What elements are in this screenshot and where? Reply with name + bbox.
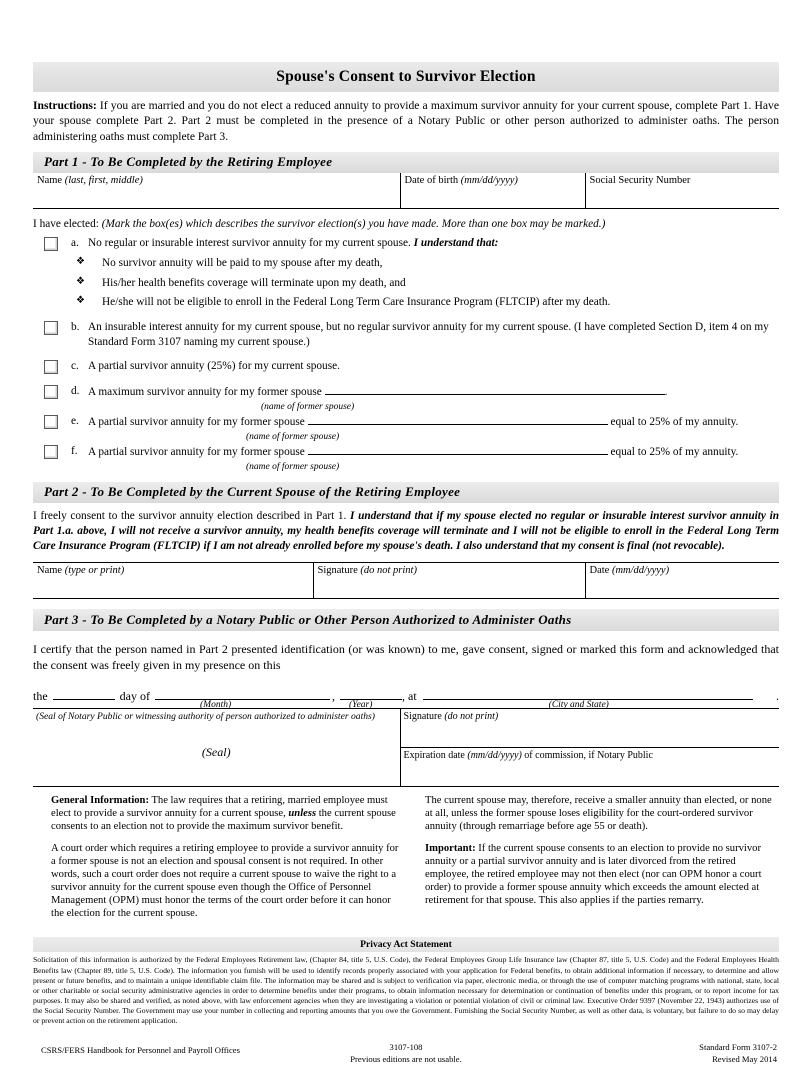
part2-signature-hint: (do not print) bbox=[360, 564, 417, 576]
part1-dob-hint: (mm/dd/yyyy) bbox=[460, 174, 518, 186]
notary-signature-hint: (do not print) bbox=[444, 711, 499, 723]
general-info-body2: the current spouse consents to an election not to provide the maximum survivor benefit. bbox=[51, 808, 396, 833]
page-title: Spouse's Consent to Survivor Election bbox=[276, 68, 536, 85]
day-input[interactable] bbox=[53, 688, 115, 700]
city-state-caption: (City and State) bbox=[548, 700, 609, 711]
part2-signature-label: Signature bbox=[317, 564, 361, 576]
general-info-body1: The law requires that a retiring, married employee must elect to provide a survivor annuity for a current spouse, bbox=[51, 795, 388, 820]
option-e-input[interactable] bbox=[308, 414, 608, 425]
part1-heading-band bbox=[33, 152, 779, 173]
part2-name-hint: (type or print) bbox=[64, 564, 125, 576]
general-info-paragraph bbox=[51, 795, 401, 834]
privacy-act-heading: Privacy Act Statement bbox=[360, 939, 452, 951]
seal-label: (Seal of Notary Public or witnessing authority of person authorized to administer oaths) bbox=[36, 711, 375, 723]
option-letter-c: c. bbox=[71, 359, 79, 372]
part1-heading: Part 1 - To Be Completed by the Retiring Employee bbox=[44, 154, 333, 170]
instructions-text: If you are married and you do not elect a reduced annuity to provide a maximum survivor annuity for your current spouse, complete Part 1. Have your spouse complete Part 2. Part 2 must be completed in the presence of a Notary Public or other person authorized to administer oaths. The person administering oaths must complete Part 3. bbox=[33, 99, 779, 143]
option-letter-e: e. bbox=[71, 414, 79, 427]
option-f-caption: (name of former spouse) bbox=[246, 461, 340, 472]
general-info-paragraph bbox=[425, 795, 775, 834]
part3-heading: Part 3 - To Be Completed by a Notary Public or Other Person Authorized to Administer Oaths bbox=[44, 611, 572, 627]
part1-dob-label: Date of birth bbox=[404, 174, 461, 186]
part2-date-cell[interactable] bbox=[585, 562, 779, 598]
footer-center bbox=[33, 1041, 779, 1066]
form-title-band bbox=[33, 62, 779, 92]
option-a-bullet-2: His/her health benefits coverage will terminate upon my death, and bbox=[102, 276, 406, 289]
option-text-d bbox=[88, 384, 779, 411]
important-lead: Important: bbox=[425, 842, 476, 854]
option-a-bullet-1: No survivor annuity will be paid to my spouse after my death, bbox=[102, 257, 383, 270]
part1-ssn-label: Social Security Number bbox=[589, 174, 691, 186]
option-letter-b: b. bbox=[71, 320, 80, 333]
part1-name-label: Name bbox=[37, 174, 65, 186]
general-info-paragraph bbox=[51, 843, 401, 921]
table-row bbox=[33, 173, 779, 209]
footer-revision-date: Revised May 2014 bbox=[712, 1054, 777, 1065]
option-f-input[interactable] bbox=[308, 444, 608, 455]
footer-standard-form: Standard Form 3107-2 bbox=[699, 1041, 777, 1052]
option-text-b: An insurable interest annuity for my current spouse, but no regular survivor annuity for my current spouse. (I have completed Section D, item 4 on my Standard Form 3107 naming my current spouse.) bbox=[88, 320, 769, 348]
part1-name-cell[interactable] bbox=[33, 173, 400, 209]
year-caption: (Year) bbox=[349, 700, 373, 711]
option-letter-d: d. bbox=[71, 384, 80, 397]
footer-form-number: 3107-108 bbox=[389, 1041, 423, 1052]
option-d-pre: A maximum survivor annuity for my former spouse bbox=[88, 385, 322, 398]
option-text-e bbox=[88, 414, 779, 441]
general-info-left-column bbox=[51, 795, 401, 929]
option-a-body: No regular or insurable interest survivor annuity for my current spouse. bbox=[88, 237, 414, 250]
option-f-post: equal to 25% of my annuity. bbox=[610, 445, 739, 458]
elected-label: I have elected: bbox=[33, 218, 102, 231]
option-e-pre: A partial survivor annuity for my former spouse bbox=[88, 415, 305, 428]
part1-dob-cell[interactable] bbox=[400, 173, 585, 209]
checkbox-icon-c[interactable] bbox=[44, 360, 58, 374]
instructions-label: Instructions: bbox=[33, 99, 97, 112]
notary-signature-label: Signature bbox=[403, 711, 445, 723]
option-d-input[interactable] bbox=[325, 384, 665, 395]
checkbox-icon-d[interactable] bbox=[44, 385, 58, 399]
part2-consent-emphasis: I understand that if my spouse elected no regular or insurable interest survivor annuity in Part 1.a. above, I will not receive a survivor annuity, my health benefits coverage will terminate and I will not be eligible to enroll in the Federal Long Term Care Insurance Program (FLTCIP) if I am not already enrolled before my spouse's death. I also understand that my consent is final (not revocable). bbox=[33, 509, 779, 553]
option-text-c: A partial survivor annuity (25%) for my current spouse. bbox=[88, 359, 340, 372]
checkbox-icon-e[interactable] bbox=[44, 415, 58, 429]
month-caption: (Month) bbox=[200, 700, 232, 711]
part2-consent-lead: I freely consent to the survivor annuity election described in Part 1. bbox=[33, 509, 351, 522]
notary-expiration-label: Expiration date bbox=[403, 750, 468, 762]
election-option-a[interactable] bbox=[33, 236, 779, 251]
option-f-pre: A partial survivor annuity for my former spouse bbox=[88, 445, 305, 458]
city-state-input[interactable] bbox=[423, 688, 753, 700]
seal-word: (Seal) bbox=[201, 745, 231, 760]
checkbox-icon-a[interactable] bbox=[44, 237, 58, 251]
diamond-bullet-icon: ❖ bbox=[76, 275, 85, 287]
month-input[interactable] bbox=[155, 688, 330, 700]
table-row bbox=[33, 562, 779, 598]
dayline-comma: , bbox=[332, 689, 335, 704]
notary-expiration-tail: of commission, if Notary Public bbox=[521, 750, 653, 762]
instructions-paragraph bbox=[33, 98, 779, 144]
diamond-bullet-icon: ❖ bbox=[76, 294, 85, 306]
option-a-emphasis: I understand that: bbox=[413, 237, 499, 250]
part3-certify-paragraph: I certify that the person named in Part 2 presented identification (or was known) to me, gave consent, signed or marked this form and acknowledged that the consent was freely given in my presence on this bbox=[33, 641, 779, 673]
part3-heading-band bbox=[33, 609, 779, 631]
dayline-the: the bbox=[33, 689, 48, 704]
notary-expiration-cell[interactable] bbox=[400, 748, 779, 787]
option-e-post: equal to 25% of my annuity. bbox=[610, 415, 739, 428]
option-d-post: . bbox=[664, 385, 668, 398]
privacy-act-band bbox=[33, 937, 779, 952]
notary-date-line bbox=[33, 688, 779, 711]
diamond-bullet-icon: ❖ bbox=[76, 256, 85, 268]
page-footer bbox=[33, 1041, 779, 1075]
smaller-annuity-text: The current spouse may, therefore, receive a smaller annuity than elected, or none at all, unless the former spouse loses eligibility for the court-ordered survivor annuity (through remarriage before age 55 or death). bbox=[425, 795, 772, 833]
election-option-c[interactable] bbox=[33, 359, 779, 374]
dayline-period: . bbox=[776, 689, 779, 704]
list-item bbox=[76, 295, 779, 309]
part2-date-label: Date bbox=[589, 564, 612, 576]
option-e-caption: (name of former spouse) bbox=[246, 431, 340, 442]
dayline-at: , at bbox=[402, 689, 417, 704]
part1-name-hint: (last, first, middle) bbox=[64, 174, 143, 186]
general-info-paragraph bbox=[425, 843, 775, 908]
year-input[interactable] bbox=[340, 688, 402, 700]
dayline-day-of: day of bbox=[119, 689, 150, 704]
part1-identity-table bbox=[33, 173, 779, 210]
part2-name-label: Name bbox=[37, 564, 65, 576]
footer-right bbox=[699, 1041, 777, 1066]
option-text-f bbox=[88, 444, 779, 471]
election-option-b[interactable] bbox=[33, 320, 779, 350]
list-item bbox=[76, 276, 779, 290]
checkbox-icon-b[interactable] bbox=[44, 321, 58, 335]
part2-signature-table bbox=[33, 562, 779, 599]
general-information bbox=[33, 795, 779, 929]
election-option-e[interactable] bbox=[33, 414, 779, 441]
part1-ssn-cell[interactable] bbox=[585, 173, 779, 209]
elected-instruction bbox=[33, 218, 779, 230]
notary-expiration-hint: (mm/dd/yyyy) bbox=[467, 750, 522, 762]
part2-heading-band bbox=[33, 482, 779, 503]
election-option-f[interactable] bbox=[33, 444, 779, 471]
privacy-act-body: Solicitation of this information is authorized by the Federal Employees Retirement law, (Chapter 84, title 5, U.S. Code), the Federal Employees Group Life Insurance law (Chapter 87, title 5, U.S. Code) and the Federal Employees Health Benefits law (Chapter 89, title 5, U.S. Code). The information you furnish will be used to identify records properly associated with your application for Federal benefits, to obtain additional information if necessary, to determine and allow present or future benefits, and to maintain a unique identifiable claim file. The information may be shared and is subject to verification via paper, electronic media, or through the use of computer matching programs with national, state, local or other charitable or social security administrative agencies in order to determine benefits under their programs, to obtain information necessary for determination or continuation of benefits under this program, or to report income for tax purposes. It may also be shared and verified, as noted above, with law enforcement agencies when they are investigating a violation or potential violation of civil or criminal law. Executive Order 9397 (November 22, 1943) authorizes use of the Social Security Number. The Government may use your number in collecting and reporting amounts that you owe the Government. Furnishing the Social Security Number, as well as other data, is voluntary, but failure to do so may delay or prevent action on the retirement application. bbox=[33, 955, 779, 1026]
general-info-right-column bbox=[425, 795, 775, 929]
footer-left: CSRS/FERS Handbook for Personnel and Payroll Offices bbox=[41, 1044, 240, 1055]
notary-seal-table bbox=[33, 708, 779, 787]
part2-date-hint: (mm/dd/yyyy) bbox=[611, 564, 670, 576]
elected-hint: (Mark the box(es) which describes the survivor election(s) you have made. More than one box may be marked.) bbox=[101, 218, 606, 231]
checkbox-icon-f[interactable] bbox=[44, 445, 58, 459]
option-letter-a: a. bbox=[71, 237, 79, 250]
form-page bbox=[33, 0, 779, 1065]
table-row bbox=[33, 709, 779, 748]
general-info-emphasis: unless bbox=[288, 808, 317, 820]
election-option-d[interactable] bbox=[33, 384, 779, 411]
part2-heading: Part 2 - To Be Completed by the Current Spouse of the Retiring Employee bbox=[44, 484, 461, 500]
court-order-text: A court order which requires a retiring employee to provide a survivor annuity for a former spouse is not an election and spousal consent is not required. In other words, such a court order does not require a current spouse to waive the right to a survivor annuity for the current spouse even though the Office of Personnel Management (OPM) must honor the terms of the court order before it can honor the election for the current spouse. bbox=[51, 842, 399, 919]
footer-editions-note: Previous editions are not usable. bbox=[350, 1054, 462, 1065]
option-a-bullet-3: He/she will not be eligible to enroll in the Federal Long Term Care Insurance Program (FLTCIP) after my death. bbox=[102, 295, 611, 308]
list-item bbox=[76, 256, 779, 270]
part2-consent-paragraph bbox=[33, 509, 779, 555]
part2-signature-cell[interactable] bbox=[313, 562, 585, 598]
notary-seal-cell[interactable] bbox=[33, 709, 400, 787]
important-body: If the current spouse consents to an election to provide no survivor annuity or a partial survivor annuity and is later divorced from the retired employee, the retired employee may not then elect (nor can OPM honor a court order) to provide a former spouse annuity which exceeds the amount elected at retirement for that spouse. This also applies if the parties remarry. bbox=[425, 842, 762, 906]
option-text-a bbox=[88, 236, 779, 251]
option-d-caption: (name of former spouse) bbox=[261, 401, 355, 412]
part2-name-cell[interactable] bbox=[33, 562, 313, 598]
general-info-lead: General Information: bbox=[51, 795, 149, 807]
notary-signature-cell[interactable] bbox=[400, 709, 779, 748]
option-letter-f: f. bbox=[71, 444, 78, 457]
